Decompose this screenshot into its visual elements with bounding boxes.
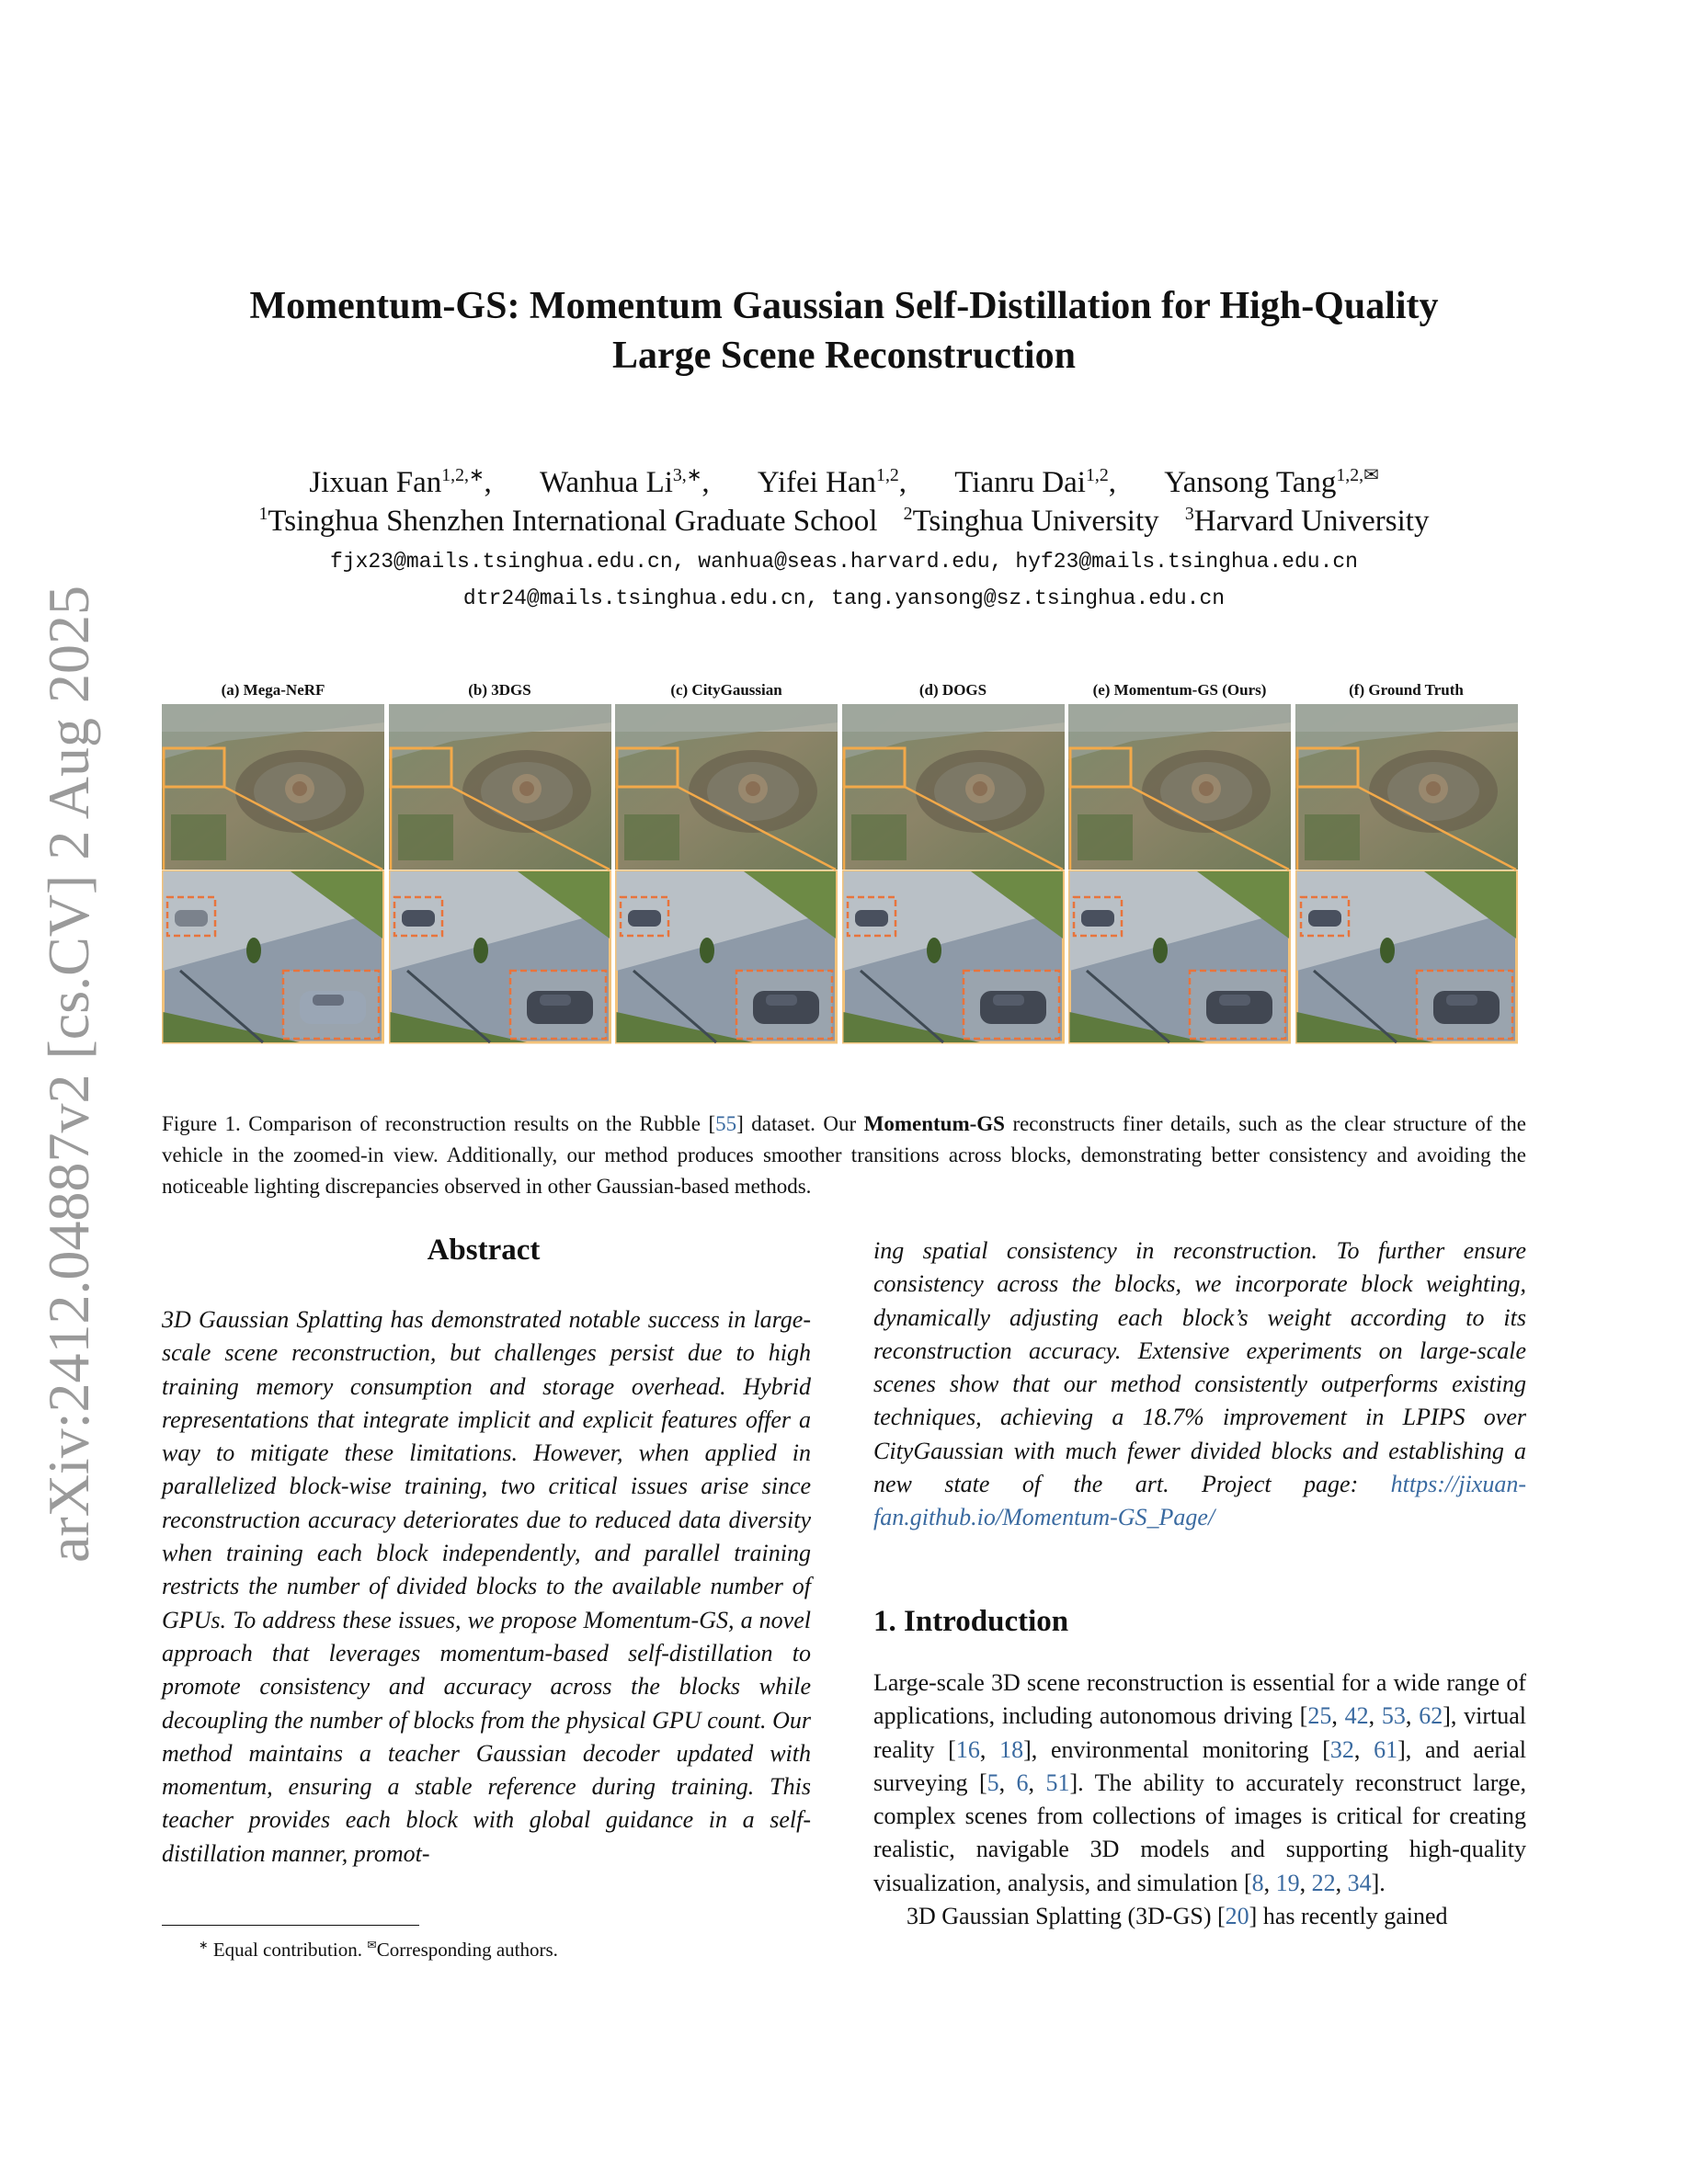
citation-link[interactable]: 20 (1225, 1903, 1249, 1930)
abstract-continued: ing spatial consistency in reconstruction. To further ensure consistency across the blocks, we incorporate block weighting, dynamically adjusting each block’s weight according to its reconstruction accuracy. Extensive experiments on large-scale scenes show that our method consistently outperforms existing techniques, achieving a 18.7% improvement in LPIPS over CityGaussian with much fewer divided blocks and establishing a new state of the art. Project page: https://jixuan-fan.github.io/Momentum-GS_Page/ (873, 1237, 1526, 1531)
figure-panel-label: (e) Momentum-GS (Ours) (1092, 681, 1267, 699)
arxiv-identifier: arXiv:2412.04887v2 [cs.CV] 2 Aug 2025 (36, 585, 101, 1563)
footnote: ∗ Equal contribution. ✉Corresponding authors. (199, 1939, 558, 1961)
citation-link[interactable]: 42 (1344, 1702, 1369, 1730)
figure-panel-label: (c) CityGaussian (670, 681, 782, 699)
citation-link[interactable]: 8 (1251, 1869, 1264, 1896)
citation-link[interactable]: 6 (1016, 1769, 1029, 1796)
figure-caption: Figure 1. Comparison of reconstruction results on the Rubble [55] dataset. Our Momentum-GS reconstructs finer details, such as the clear structure of the vehicle in the zoomed-in view. Additionally, our method produces smoother transitions across blocks, demonstrating better consistency and avoiding the noticeable lighting discrepancies observed in other Gaussian-based methods. (162, 1112, 1526, 1198)
affiliation: $^3$Harvard University (1184, 504, 1430, 538)
project-page-link[interactable]: https://jixuan-fan.github.io/Momentum-GS_Page/ (873, 1471, 1526, 1531)
affiliation-list (0, 502, 1688, 540)
citation-link[interactable]: 22 (1311, 1869, 1336, 1896)
citation-link[interactable]: 32 (1329, 1735, 1354, 1763)
citation-link[interactable]: 51 (1045, 1769, 1070, 1796)
reconstruction-image (615, 704, 838, 1044)
citation-link[interactable]: 18 (999, 1735, 1024, 1763)
citation-link[interactable]: 62 (1419, 1702, 1443, 1730)
reconstruction-image (1295, 704, 1518, 1044)
citation-link[interactable]: 5 (987, 1769, 999, 1796)
figure-panel-label: (a) Mega-NeRF (221, 681, 325, 699)
title-line-2: Large Scene Reconstruction (612, 335, 1076, 377)
author: Yansong Tang$^{1,2,✉}$ (1164, 465, 1379, 499)
citation-link[interactable]: 53 (1381, 1702, 1406, 1730)
figure-panel-label: (b) 3DGS (468, 681, 531, 699)
title-line-1: Momentum-GS: Momentum Gaussian Self-Distillation for High-Quality (249, 285, 1439, 327)
affiliation: $^2$Tsinghua University (903, 504, 1159, 538)
paper-title (0, 281, 1688, 381)
intro-paragraph: Large-scale 3D scene reconstruction is essential for a wide range of applications, including autonomous driving [25, 42, 53, 62], virtual reality [16, 18], environmental monitoring [32, 61], and aerial surveying [5, 6, 51]. The ability to accurately reconstruct large, complex scenes from collections of images is critical for creating realistic, navigable 3D models and supporting high-quality visualization, analysis, and simulation [8, 19, 22, 34]. (873, 1669, 1527, 1896)
author-list (0, 463, 1688, 502)
citation-link[interactable]: 19 (1275, 1869, 1300, 1896)
citation-link[interactable]: 34 (1347, 1869, 1372, 1896)
reconstruction-image (1068, 704, 1291, 1044)
intro-paragraph: 3D Gaussian Splatting (3D-GS) [20] has recently gained (907, 1903, 1448, 1930)
reconstruction-image (842, 704, 1065, 1044)
section-heading-introduction: 1. Introduction (873, 1605, 1069, 1638)
author: Tianru Dai$^{1,2}$, (954, 465, 1116, 499)
author: Wanhua $Li^{3,∗}$, (540, 465, 710, 499)
author: Yifei Han$^{1,2}$, (757, 465, 907, 499)
figure-panel-label: (d) DOGS (918, 681, 987, 699)
citation-link[interactable]: 61 (1374, 1735, 1398, 1763)
citation-link[interactable]: 16 (955, 1735, 980, 1763)
figure-panel-label: (f) Ground Truth (1349, 681, 1464, 699)
email-line-1: fjx23@mails.tsinghua.edu.cn, wanhua@seas.harvard.edu, hyf23@mails.tsinghua.edu.cn (330, 550, 1358, 574)
introduction-body (873, 1666, 1526, 1933)
email-line-2: dtr24@mails.tsinghua.edu.cn, tang.yansong@sz.tsinghua.edu.cn (462, 586, 1226, 610)
footnote-rule (162, 1925, 419, 1926)
citation-link[interactable]: 55 (715, 1112, 737, 1135)
author: Jixuan Fan$^{1,2,∗}$, (309, 465, 492, 499)
figure-1 (162, 680, 1521, 1052)
affiliation: $^1$Tsinghua Shenzhen International Graduate School (258, 504, 878, 538)
abstract-body: 3D Gaussian Splatting has demonstrated notable success in large-scale scene reconstruction, but challenges persist due to high training memory consumption and storage overhead. Hybrid representations that integrate implicit and explicit features offer a way to mitigate these limitations. However, when applied in parallelized block-wise training, two critical issues arise since reconstruction accuracy deteriorates due to reduced data diversity when training each block independently, and parallel training restricts the number of divided blocks to the available number of GPUs. To address these issues, we propose Momentum-GS, a novel approach that leverages momentum-based self-distillation to promote consistency and accuracy across the blocks while decoupling the number of blocks from the physical GPU count. Our method maintains a teacher Gaussian decoder updated with momentum, ensuring a stable reference during training. This teacher provides each block with global guidance in a self-distillation manner, promot- (162, 1306, 811, 1867)
reconstruction-image (162, 704, 384, 1044)
citation-link[interactable]: 25 (1307, 1702, 1332, 1730)
reconstruction-image (389, 704, 611, 1044)
abstract-heading: Abstract (427, 1234, 541, 1267)
